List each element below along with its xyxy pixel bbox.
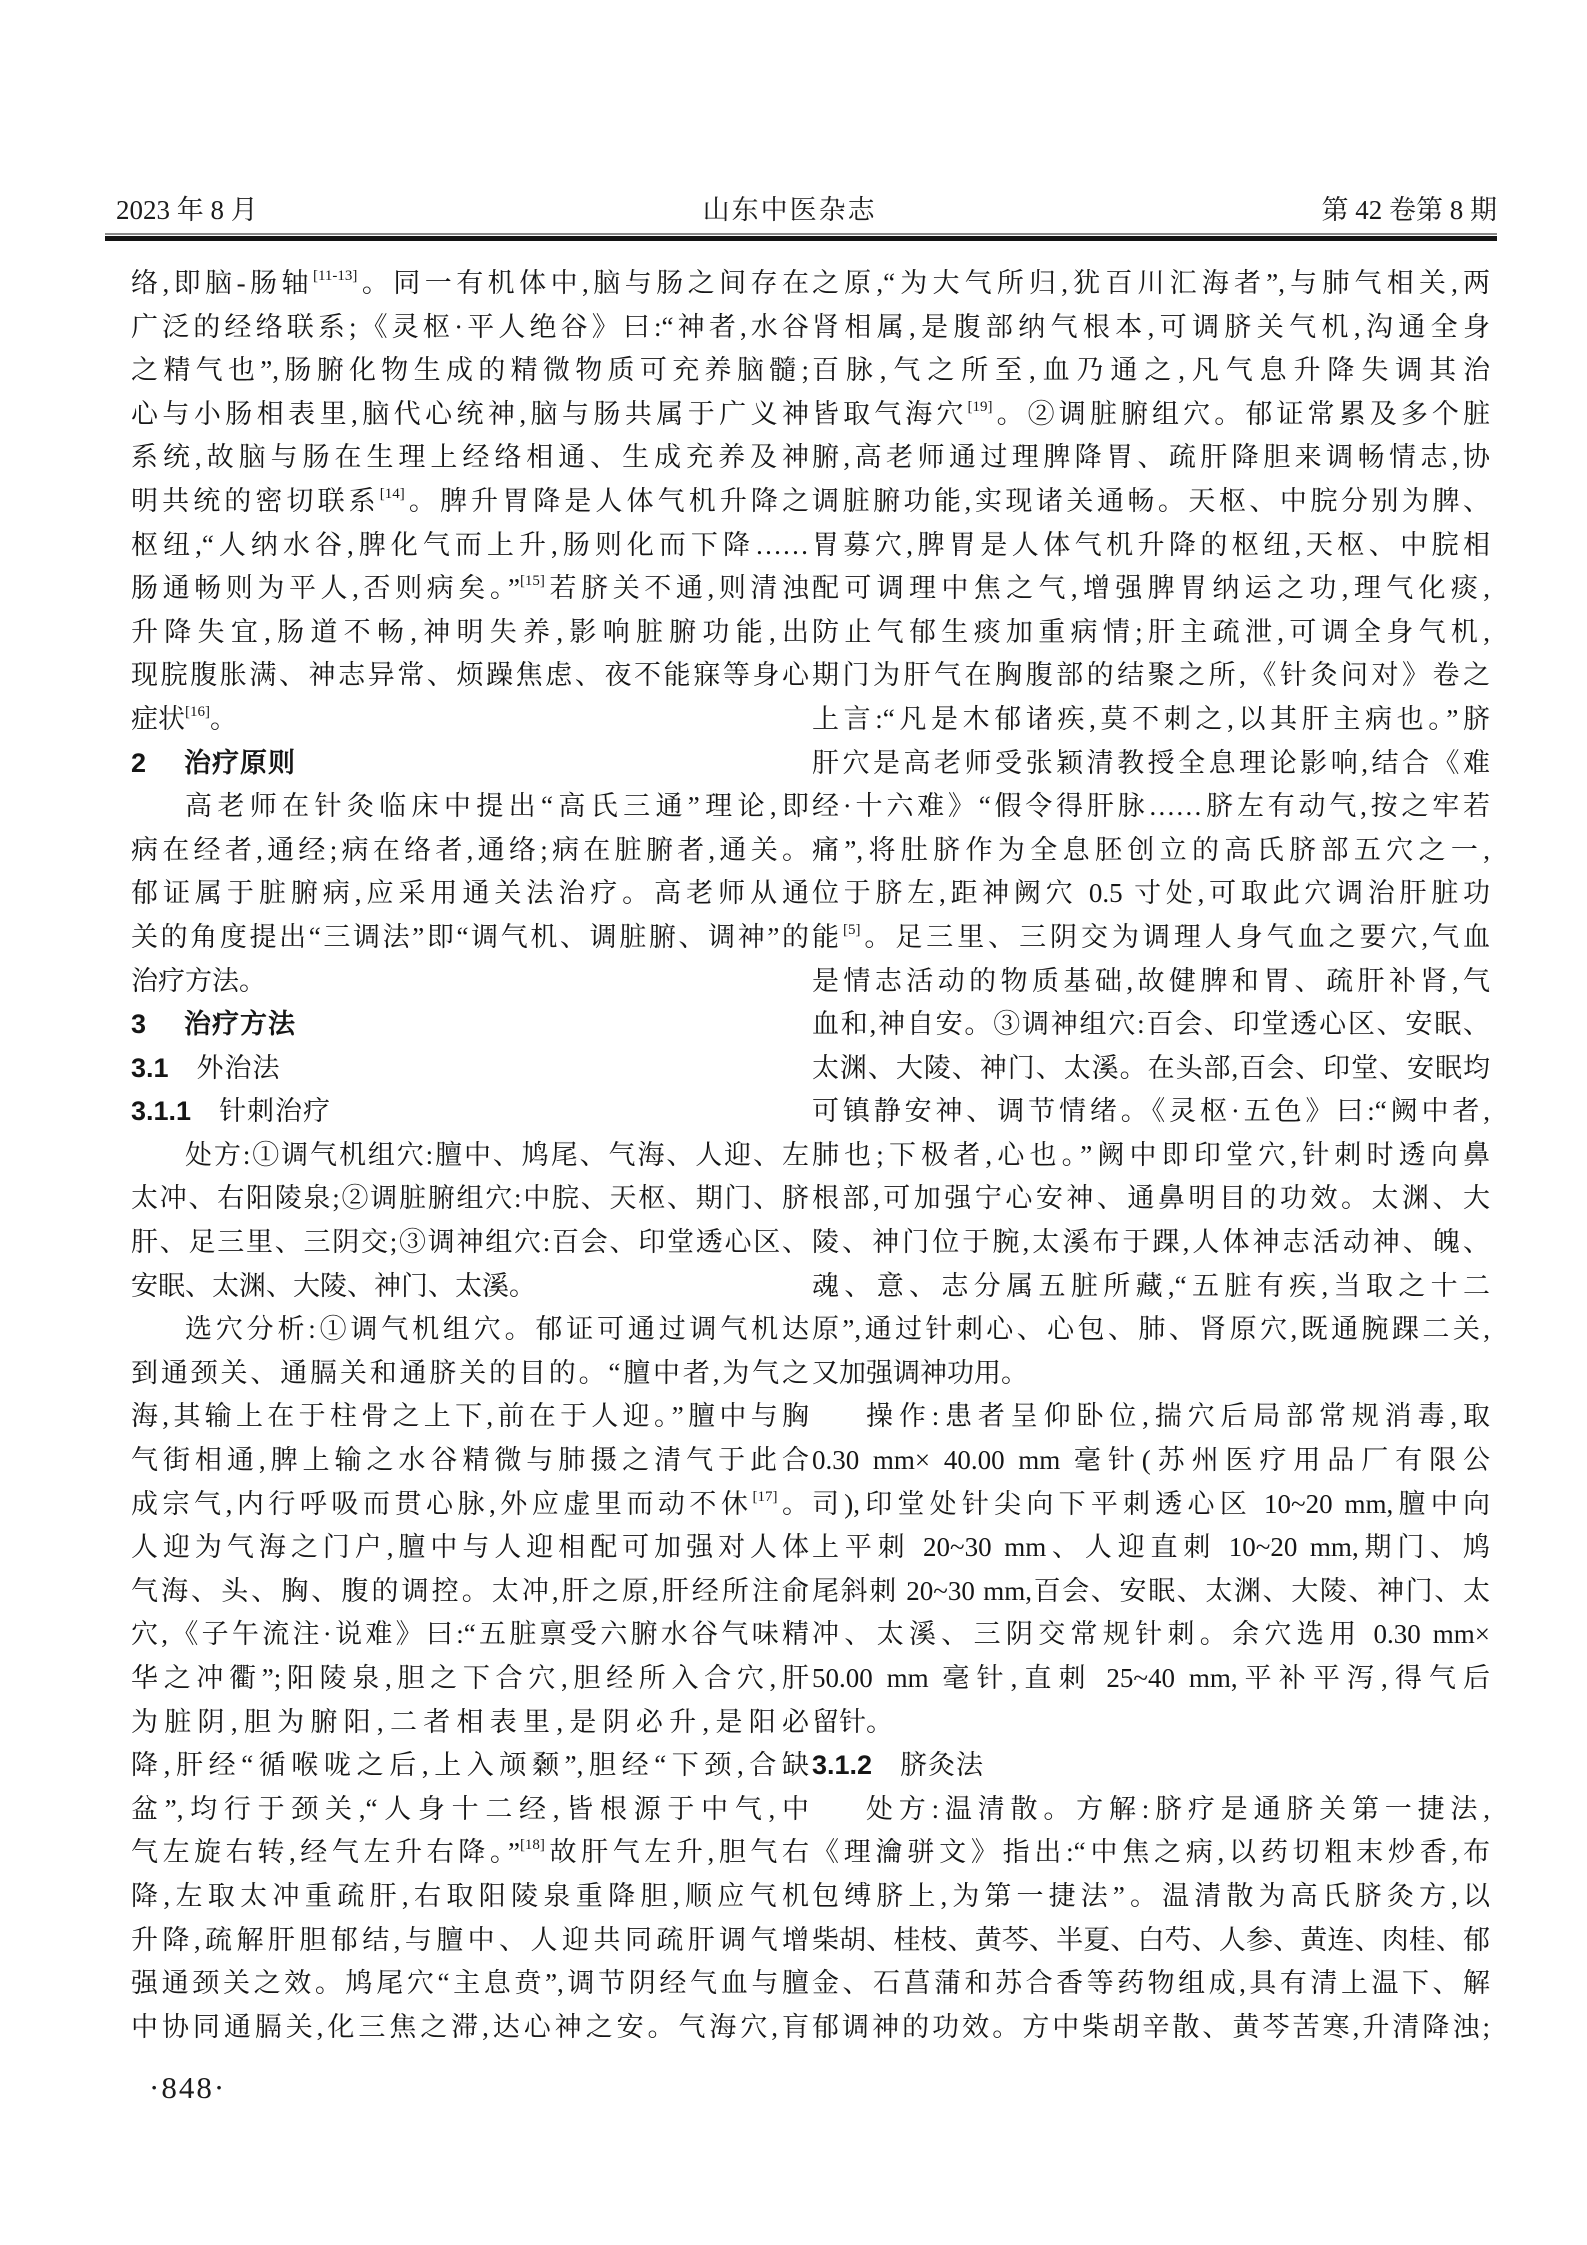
section-heading xyxy=(131,1003,809,1047)
text-line: 魂、意、志分属五脏所藏,“五脏有疾,当取之十二 xyxy=(812,1270,1490,1301)
text-line: 中协同通膈关,化三焦之滞,达心神之安。气海穴,肓 xyxy=(131,2011,809,2042)
text-line: 根部,可加强宁心安神、通鼻明目的功效。太渊、大 xyxy=(812,1183,1490,1214)
text-line: 肾相属,是腹部纳气根本,可调脐关气机,沟通全身 xyxy=(812,311,1490,342)
section-title: 治疗方法 xyxy=(184,1009,297,1040)
text-line: 处方:①调气机组穴:膻中、鸠尾、气海、人迎、左 xyxy=(185,1139,809,1170)
header-rule xyxy=(105,233,1497,241)
text-line: 关的角度提出“三调法”即“调气机、调脏腑、调神”的 xyxy=(131,921,809,952)
text-line: 之原,“为大气所归,犹百川汇海者”,与肺气相关,两 xyxy=(812,268,1490,298)
text-line: 原”,通过针刺心、心包、肺、肾原穴,既通腕踝二关, xyxy=(812,1314,1490,1345)
text-line: 华之冲衢”;阳陵泉,胆之下合穴,胆经所入合穴,肝 xyxy=(131,1663,809,1693)
text-line: 心与小肠相表里,脑代心统神,脑与肠共属于广义神 xyxy=(131,398,809,429)
section-heading xyxy=(131,742,809,786)
text-line: 气左旋右转,经气左升右降。”[18]故肝气左升,胆气右 xyxy=(131,1837,809,1868)
text-line: 是情志活动的物质基础,故健脾和胃、疏肝补肾,气 xyxy=(812,965,1490,996)
text-line: 冲、太溪、三阴交常规针刺。余穴选用 0.30 mm× xyxy=(812,1619,1490,1650)
text-line: 调脏腑功能,实现诸关通畅。天枢、中脘分别为脾、 xyxy=(812,485,1490,516)
page-header xyxy=(116,194,1497,226)
text-line: 升降失宜,肠道不畅,神明失养,影响脏腑功能,出 xyxy=(131,616,809,647)
section-number: 3.1.2 xyxy=(812,1750,873,1781)
text-line: 可镇静安神、调节情绪。《灵枢·五色》曰:“阙中者, xyxy=(812,1096,1490,1127)
text-line: 百脉,气之所至,血乃通之,凡气息升降失调其治 xyxy=(812,355,1490,386)
text-line: 人迎为气海之门户,膻中与人迎相配可加强对人体 xyxy=(131,1532,809,1563)
text-line: 为脏阴,胆为腑阳,二者相表里,是阴必升,是阳必 xyxy=(131,1706,809,1737)
section-heading xyxy=(131,1047,809,1091)
text-line: 穴,《子午流注·说难》曰:“五脏禀受六腑水谷气味精 xyxy=(131,1619,809,1650)
text-line: 胃募穴,脾胃是人体气机升降的枢纽,天枢、中脘相 xyxy=(812,529,1490,560)
section-title: 脐灸法 xyxy=(900,1750,985,1781)
text-line: 太冲、右阳陵泉;②调脏腑组穴:中脘、天枢、期门、脐 xyxy=(131,1183,809,1214)
text-line: 气街相通,脾上输之水谷精微与肺摄之清气于此合 xyxy=(131,1445,809,1476)
header-issue: 第 42 卷第 8 期 xyxy=(1321,195,1497,225)
text-line: 尾斜刺 20~30 mm,百会、安眠、太渊、大陵、神门、太 xyxy=(812,1575,1490,1606)
column-right xyxy=(812,262,1490,2049)
text-line: 郁调神的功效。方中柴胡辛散、黄芩苦寒,升清降浊; xyxy=(812,2011,1490,2042)
text-line: 到通颈关、通膈关和通脐关的目的。“膻中者,为气之 xyxy=(131,1357,809,1388)
text-line: 腑,高老师通过理脾降胃、疏肝降胆来调畅情志,协 xyxy=(812,442,1490,473)
text-line: 盆”,均行于颈关,“人身十二经,皆根源于中气,中 xyxy=(131,1793,809,1824)
text-line: 明共统的密切联系[14]。脾升胃降是人体气机升降之 xyxy=(131,485,809,516)
text-line: 海,其输上在于柱骨之上下,前在于人迎。”膻中与胸 xyxy=(131,1401,809,1432)
reference-superscript: [16] xyxy=(185,703,210,720)
section-number: 3.1 xyxy=(131,1052,169,1083)
text-line: 病在经者,通经;病在络者,通络;病在脏腑者,通关。 xyxy=(131,834,809,865)
reference-superscript: [15] xyxy=(519,573,545,590)
text-line: 0.30 mm× 40.00 mm 毫针(苏州医疗用品厂有限公 xyxy=(812,1445,1490,1476)
text-line: 高老师在针灸临床中提出“高氏三通”理论,即 xyxy=(185,791,809,822)
text-line: 配可调理中焦之气,增强脾胃纳运之功,理气化痰, xyxy=(812,573,1490,604)
text-line: 金、石菖蒲和苏合香等药物组成,具有清上温下、解 xyxy=(812,1968,1490,1999)
text-line: 上平刺 20~30 mm、人迎直刺 10~20 mm,期门、鸠 xyxy=(812,1532,1490,1563)
section-title: 治疗原则 xyxy=(184,747,297,778)
text-line: 升降,疏解肝胆郁结,与膻中、人迎共同疏肝调气增 xyxy=(131,1924,809,1955)
text-line: 司),印堂处针尖向下平刺透心区 10~20 mm,膻中向 xyxy=(812,1488,1490,1519)
text-line: 陵、神门位于腕,太溪布于踝,人体神志活动神、魄、 xyxy=(812,1227,1490,1258)
text-line: 又加强调神功用。 xyxy=(812,1357,1028,1388)
text-line: 太渊、大陵、神门、太溪。在头部,百会、印堂、安眠均 xyxy=(812,1052,1490,1083)
text-line: 能[5]。足三里、三阴交为调理人身气血之要穴,气血 xyxy=(812,921,1490,952)
text-line: 50.00 mm 毫针,直刺 25~40 mm,平补平泻,得气后 xyxy=(812,1663,1490,1693)
section-title: 针刺治疗 xyxy=(219,1096,332,1127)
text-line: 柴胡、桂枝、黄芩、半夏、白芍、人参、黄连、肉桂、郁 xyxy=(812,1924,1490,1955)
reference-superscript: [11-13] xyxy=(312,268,358,284)
text-line: 血和,神自安。③调神组穴:百会、印堂透心区、安眠、 xyxy=(812,1009,1490,1040)
text-line: 经·十六难》“假令得肝脉……脐左有动气,按之牢若 xyxy=(812,791,1490,822)
text-line: 络,即脑-肠轴[11-13]。同一有机体中,脑与肠之间存在 xyxy=(131,268,809,298)
text-line: 《理瀹骈文》指出:“中焦之病,以药切粗末炒香,布 xyxy=(812,1837,1490,1868)
text-line: 期门为肝气在胸腹部的结聚之所,《针灸问对》卷之 xyxy=(812,660,1490,691)
text-line: 肺也;下极者,心也。”阙中即印堂穴,针刺时透向鼻 xyxy=(812,1139,1490,1170)
text-line: 肝、足三里、三阴交;③调神组穴:百会、印堂透心区、 xyxy=(131,1227,809,1258)
text-line: 症状[16]。 xyxy=(131,703,237,734)
text-line: 皆取气海穴[19]。②调脏腑组穴。郁证常累及多个脏 xyxy=(812,398,1490,429)
reference-superscript: [14] xyxy=(379,485,405,502)
text-line: 之精气也”,肠腑化物生成的精微物质可充养脑髓; xyxy=(131,355,809,386)
text-line: 痛”,将肚脐作为全息胚创立的高氏脐部五穴之一, xyxy=(812,834,1490,865)
section-title: 外治法 xyxy=(196,1052,281,1083)
header-date: 2023 年 8 月 xyxy=(116,195,258,225)
text-line: 郁证属于脏腑病,应采用通关法治疗。高老师从通 xyxy=(131,878,809,909)
text-line: 包缚脐上,为第一捷法”。温清散为高氏脐灸方,以 xyxy=(812,1880,1490,1911)
text-line: 肠通畅则为平人,否则病矣。”[15]若脐关不通,则清浊 xyxy=(131,573,809,604)
text-line: 肝穴是高老师受张颖清教授全息理论影响,结合《难 xyxy=(812,747,1490,778)
reference-superscript: [17] xyxy=(752,1488,778,1505)
section-heading xyxy=(812,1744,1490,1788)
section-number: 3.1.1 xyxy=(131,1096,192,1127)
text-line: 留针。 xyxy=(812,1706,893,1737)
reference-superscript: [18] xyxy=(519,1837,545,1854)
reference-superscript: [19] xyxy=(967,398,993,415)
text-line: 现脘腹胀满、神志异常、烦躁焦虑、夜不能寐等身心 xyxy=(131,660,809,691)
text-line: 上言:“凡是木郁诸疾,莫不刺之,以其肝主病也。”脐 xyxy=(812,703,1490,734)
text-line: 治疗方法。 xyxy=(131,965,266,996)
text-line: 降,肝经“循喉咙之后,上入颃颡”,胆经“下颈,合缺 xyxy=(131,1750,809,1781)
text-line: 强通颈关之效。鸠尾穴“主息贲”,调节阴经气血与膻 xyxy=(131,1968,809,1999)
text-line: 操作:患者呈仰卧位,揣穴后局部常规消毒,取 xyxy=(866,1401,1490,1432)
section-number: 3 xyxy=(131,1009,147,1040)
column-left xyxy=(131,262,809,2049)
section-number: 2 xyxy=(131,747,147,778)
text-line: 枢纽,“人纳水谷,脾化气而上升,肠则化而下降…… xyxy=(131,529,809,560)
page-number: ·848· xyxy=(149,2070,227,2105)
header-journal-title: 山东中医杂志 xyxy=(702,195,877,225)
text-line: 气海、头、胸、腹的调控。太冲,肝之原,肝经所注俞 xyxy=(131,1575,809,1606)
text-line: 成宗气,内行呼吸而贯心脉,外应虚里而动不休[17]。 xyxy=(131,1488,809,1519)
text-line: 防止气郁生痰加重病情;肝主疏泄,可调全身气机, xyxy=(812,616,1490,647)
text-line: 安眠、太渊、大陵、神门、太溪。 xyxy=(131,1270,536,1301)
text-line: 位于脐左,距神阙穴 0.5 寸处,可取此穴调治肝脏功 xyxy=(812,878,1490,909)
reference-superscript: [5] xyxy=(842,921,861,938)
text-line: 广泛的经络联系;《灵枢·平人绝谷》曰:“神者,水谷 xyxy=(131,311,809,342)
section-heading xyxy=(131,1090,809,1134)
text-line: 处方:温清散。方解:脐疗是通脐关第一捷法, xyxy=(866,1793,1490,1824)
text-line: 系统,故脑与肠在生理上经络相通、生成充养及神 xyxy=(131,442,809,473)
text-line: 选穴分析:①调气机组穴。郁证可通过调气机达 xyxy=(185,1314,809,1345)
text-line: 降,左取太冲重疏肝,右取阳陵泉重降胆,顺应气机 xyxy=(131,1880,809,1911)
